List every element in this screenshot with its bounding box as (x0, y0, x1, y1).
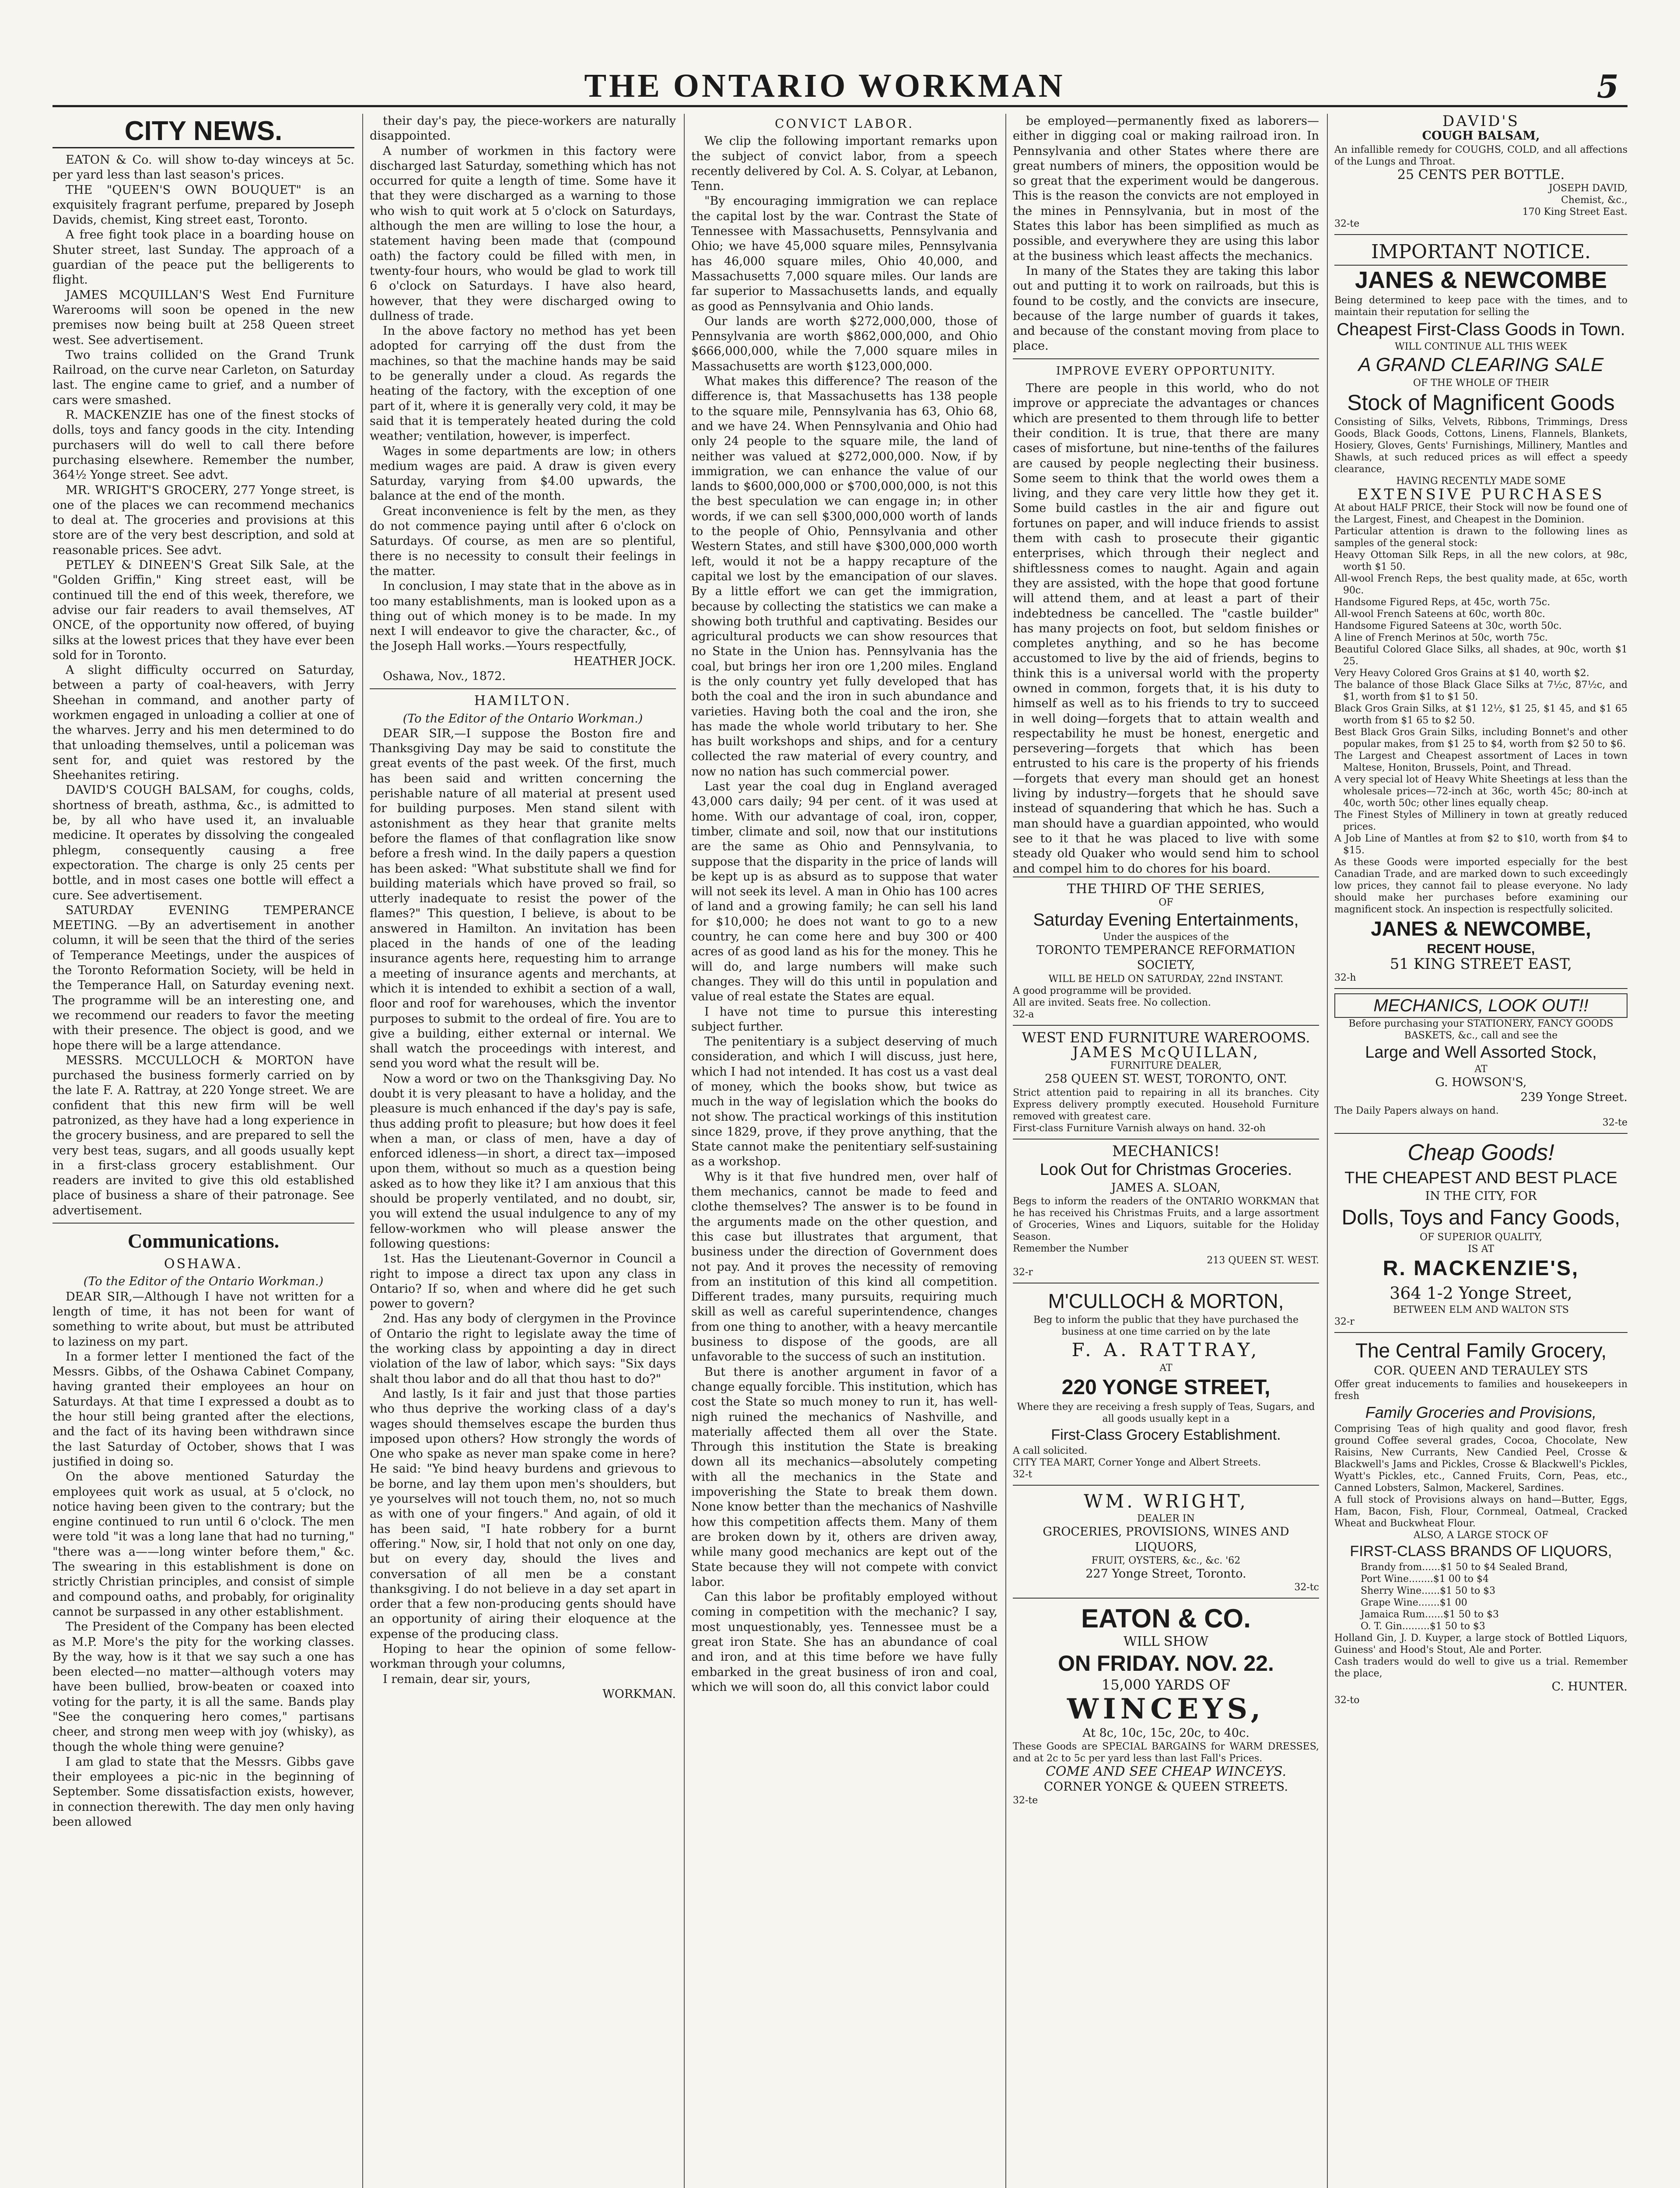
price-list-item: A very special lot of Heavy White Sheetings at less than the wholesale prices—72-inch at 36c, worth 45c; 80-inch at 40c, worth 50c; other lines equally cheap. (1334, 774, 1628, 809)
signature-workman: WORKMAN. (602, 1687, 676, 1701)
ad-line: Remember the Number (1013, 1243, 1128, 1255)
price-list-item: The Largest and Cheapest assortment of Laces in town Maltese, Honiton, Brussels, Point, and Thread. (1334, 750, 1628, 774)
ad-line: OF THE WHOLE OF THEIR (1413, 377, 1549, 389)
convict-labor-article (691, 134, 998, 1695)
ad-wm-wright (1013, 1485, 1319, 1598)
letter-paragraph: I am glad to state that the Messrs. Gibbs gave their employees a pic-nic in the beginning of September. Some dissatisfaction exists, however, in connection therewith. The day men only having been allowed (52, 1755, 354, 1829)
price-list-item: O. T. Gin.........$1 50 to $3 (1361, 1620, 1485, 1632)
letter-paragraph: The President of the Company has been elected as M.P. More's the pity for the working classes. By the way, how is it that we say such a one has been elected—no matter—although voters may have been bullied, brow-beaten or coaxed into voting for the party, it is all the same. Bands play "See the conquering hero comes," partisans cheer, and strong men weep with joy (whisky), as though the whole thing were genuine? (52, 1620, 354, 1754)
masthead (52, 66, 1628, 107)
letter-paragraph: On the above mentioned Saturday the employees quit work as usual, at 5 o'clock, no notice having been given to the contrary; but the engine continued to run until 6 o'clock. The men were told "it was a long lane that had no turning," "there was a——long winter before them," &c. The swearing in this establishment is done on strictly Christian principles, and consist of simple and compound oaths, and probably, for originality cannot be surpassed in any other establishment. (52, 1470, 354, 1619)
ad-line: Being determined to keep pace with the times, and to maintain their reputation for selling the (1334, 295, 1628, 318)
article-paragraph: What makes this difference? The reason of the difference is, that Massachusetts has 138 people to the square mile, Pennsylvania has 63, Ohio 68, and we have 24. When Pennsylvania and Ohio had only 24 people to the square mile, the land of neither was valued at $272,000,000. Now, if by immigration, we can enhance the value of our lands to $600,000,000 or $700,000,000, is not this the best speculation we can engage in; in other words, if we can sell $300,000,000 worth of lands to the people of Ohio, Pennsylvania and other Western States, and still have $300,000,000 worth left, would it not be a happy recapture of the capital we lost by the emancipation of our slaves. By a little effort we can get the immigration, because by collecting the statistics we can make a showing both truthful and captivating. Besides our agricultural products we can show resources that no State in the Union has. Pennsylvania has the coal, but brings her iron ore 1,200 miles. England is the only country yet fully developed that has both the coal and the iron in such abundance and varieties. Having both the coal and the iron, she has made the whole world tributary to her. She has built workshops and ships, and for a century collected the raw material of every country, and now no nation has such commercial power. (691, 375, 998, 778)
ad-line: Before purchasing your STATIONERY, FANCY GOODS BASKETS, &c., call and see the (1348, 1018, 1614, 1041)
ad-temperance (1013, 877, 1319, 1025)
letter-paragraph: I remain, dear sir, yours, (383, 1672, 531, 1686)
ad-line: Chemist, &c., (1561, 194, 1628, 206)
ad-line: WEST END FURNITURE WAREROOMS. (1022, 1029, 1310, 1046)
ad-line: COME AND SEE CHEAP WINCEYS. (1045, 1764, 1287, 1779)
ad-line: CITY TEA MART, Corner Yonge and Albert Streets. (1013, 1457, 1261, 1469)
ad-howson (1334, 988, 1628, 1133)
ad-line: DAVID'S (1442, 114, 1519, 130)
ad-line: WILL CONTINUE ALL THIS WEEK (1395, 341, 1567, 352)
price-list-item: Best Black Gros Grain Silks, including Bonnet's and other popular makes, from $1 25 to $4, worth from $2 50 to $6. (1334, 727, 1628, 750)
article-paragraph: Why is it that five hundred men, over half of them mechanics, cannot be made to feed and clothe themselves? The answer is to be found in the arguments made on the other question, and this case but illustrates that argument, that business under the direction of Government does not pay. And it proves the necessity of removing from an institution of this kind all competition. Different trades, many pursuits, requiring much skill as well as careful superintendence, changes from one thing to another, with a heavy mercantile business to dispose of the goods, are all unfavorable to the success of such an institution. (691, 1170, 998, 1364)
ad-line: EATON & CO. (1081, 1604, 1251, 1634)
hamilton-letter (370, 726, 676, 1687)
ad-line: All are invited. Seats free. No collection. (1013, 997, 1211, 1008)
news-item: MESSRS. MCCULLOCH & MORTON have purchased the business formerly carried on by the late F. A. Rattray, at 220 Yonge street. We are confident that this new firm will be well patronized, as they have had a long experience in the grocery business, and are prepared to sell the very best teas, sugars, and all goods usually kept in a first-class grocery establishment. Our readers are invited to give this old established place of business a share of their patronage. See advertisement. (52, 1053, 354, 1217)
ad-code: 32-t (1013, 1469, 1032, 1480)
ad-line: A GRAND CLEARING SALE (1358, 354, 1604, 375)
ad-line: Cheapest First-Class Goods in Town. (1337, 319, 1625, 339)
ad-code: 32-tc (1294, 1582, 1319, 1593)
ad-line: THE CHEAPEST AND BEST PLACE (1344, 1169, 1617, 1188)
column-1 (52, 114, 354, 2188)
ad-line: Cash traders would do well to give us a trial. Remember the place, (1334, 1656, 1628, 1679)
price-list-item: The balance of those Black Glace Silks at 7½c, 87½c, and $1, worth from $1 to $1 50. (1334, 680, 1628, 703)
price-list-item: The Finest Styles of Millinery in town at greatly reduced prices. (1334, 810, 1628, 833)
price-list-item: All-wool French Sateens at 60c, worth 80c. (1334, 609, 1545, 620)
letter-paragraph: In a former letter I mentioned the fact of the Messrs. Gibbs, of the Oshawa Cabinet Company, having granted their employees an hour on Saturdays. At that time I expressed a doubt as to the hour still being granted after the elections, and the fact of its having been withdrawn since the last Saturday of October, shows that I was justified in doing so. (52, 1350, 354, 1469)
ad-line: First-class Furniture Varnish always on hand. 32-oh (1013, 1122, 1266, 1134)
letter-paragraph: DEAR SIR,—Although I have not written for a length of time, it has not been for want of something to write about, but must be attributed to laziness on my part. (52, 1290, 354, 1349)
ad-mackenzie (1334, 1133, 1628, 1332)
ad-line: 15,000 YARDS OF (1101, 1676, 1231, 1694)
ad-line: Saturday Evening Entertainments, (1033, 910, 1299, 930)
price-list-item: All-wool French Reps, the best quality made, at 65c, worth 90c. (1334, 573, 1628, 596)
ad-code: 32-te (1013, 1795, 1038, 1806)
janes-price-list (1334, 549, 1628, 856)
price-list-item: A line of French Merinos at 50c, worth 75c. (1334, 632, 1548, 644)
article-paragraph: be employed—permanently fixed as laborers—either in digging coal or making railroad iron. In Pennsylvania and other States where there are great numbers of miners, the opposition would be so great that the experiment would be dangerous. This is the reason the convicts are not employed in the mines in Pennsylvania, but in most of the States this labor has been simplified as much as possible, and everywhere they are using this labor at the business which least affects the mechanics. (1013, 114, 1319, 263)
news-item: DAVID'S COUGH BALSAM, for coughs, colds, shortness of breath, asthma, &c., is admitted to be, by all who have used it, an invaluable medicine. It operates by dissolving the congealed phlegm, consequently causing a free expectoration. The charge is only 25 cents per bottle, and in most cases one bottle will effect a cure. See advertisement. (52, 783, 354, 902)
news-item: A slight difficulty occurred on Saturday, between a party of coal-heavers, with Jerry Sheehan in command, and another party of workmen engaged in unloading a collier at one of the wharves. Jerry and his men determined to do that unloading themselves, until a policeman was sent for, and quiet was restored by the Sheehanites retiring. (52, 663, 354, 782)
oshawa-letter-continued (370, 114, 676, 654)
dateline: Oshawa, Nov., 1872. (383, 669, 506, 683)
ad-line: WILL BE HELD ON SATURDAY, 22nd INSTANT. (1048, 973, 1284, 985)
ad-line: EXTENSIVE PURCHASES (1357, 485, 1605, 503)
ad-line: Particular attention is drawn to the following lines as samples of the general stock: (1334, 526, 1628, 549)
hamilton-subheading: (To the Editor of the Ontario Workman.) (402, 712, 643, 726)
city-news-heading: CITY NEWS. (52, 116, 354, 148)
letter-paragraph: And lastly, Is it fair and just that those parties who thus deprive the working class of a day's wages should themselves escape the burden thus imposed upon others? How strongly the words of One who spake as never man spake come in here? He said: "Ye bind heavy burdens and grievous to be borne, and lay them upon men's shoulders, but ye yourselves will not touch them, no, not so much as with one of your fingers." And again, of old it has been said, "I hate robbery for a burnt offering." Now, sir, I hold that not only on one day, but on every day, should the lives and conversation of all men be a constant thanksgiving. I do not believe in a day set apart in order that a few non-producing gents should have an opportunity of airing their eloquence at the expense of the producing class. (370, 1387, 676, 1641)
ad-line: JANES & NEWCOMBE, (1371, 917, 1591, 940)
column-rule (684, 114, 685, 2188)
ad-line: ALSO, A LARGE STOCK OF (1413, 1529, 1549, 1541)
article-paragraph: But there is another argument in favor of a change equally forcible. This institution, which has cost the State so much money to run it, has well-nigh ruined the mechanics of Nashville, and materially affected them all over the State. Through this institution the State is breaking down all its mechanics—absolutely competing with all the mechanics in the State and impoverishing the State to break them down. None know better than the mechanics of Nashville how this competition affects them. Many of them are broken down by it, others are driven away, while many good mechanics are kept out of the State because they will not compete with convict labor. (691, 1365, 998, 1589)
ad-line: These Goods are SPECIAL BARGAINS for WARM DRESSES, and at 2c to 5c per yard less than last Fall's Prices. (1013, 1741, 1319, 1764)
letter-paragraph: Wages in some departments are low; in others medium wages are paid. A draw is given every Saturday, varying from $4.00 upwards, the balance at the end of the month. (370, 444, 676, 503)
ad-line: GROCERIES, PROVISIONS, WINES AND LIQUORS, (1043, 1525, 1289, 1554)
ad-davids-cough-balsam (1334, 114, 1628, 234)
ad-code: 32-te (1334, 218, 1360, 229)
news-item: MR. WRIGHT'S GROCERY, 277 Yonge street, is one of the places we can recommend mechanics to deal at. The groceries and provisions at this store are of the very best description, and sold at reasonable prices. See advt. (52, 483, 354, 557)
article-paragraph: Our lands are worth $272,000,000, those of Pennsylvania are worth $862,000,000, and Ohio $666,000,000, while the 7,000 square miles in Massachusetts are worth $123,000,000. (691, 314, 998, 373)
ad-line: BETWEEN ELM AND WALTON STS (1393, 1304, 1569, 1315)
ad-line: Offer great inducements to families and housekeepers in fresh (1334, 1378, 1628, 1402)
letter-paragraph: DEAR SIR,—I suppose the Boston fire and Thanksgiving Day may be said to constitute the great events of the past week. Of the first, much has been said and written concerning the perishable nature of all material at present used for building purposes. Men stand silent with astonishment as they hear that granite melts before the flames of that conflagration like snow before a fresh wind. In the daily papers a question has been asked: "What substitute shall we find for building materials which have proved so frail, so utterly inadequate to resist the power of the flames?" This question, I believe, is about to be answered in Hamilton. An invitation has been placed in the hands of one of the leading insurance agents here, requesting him to arrange a meeting of insurance agents and merchants, at which it is intended to exhibit a section of a wall, floor and roof for warehouses, which the inventor purposes to submit to the ordeal of fire. You are to give a building, either external or internal. We shall watch the proceedings with interest, and send you word what the result will be. (370, 726, 676, 1071)
article-paragraph: The penitentiary is a subject deserving of much consideration, and which I will discuss, just here, which I had not intended. It has cost us a vast deal of money, which the books show, but twice as much in the way of legislation which the books do not show. The practical workings of this institution since 1829, prove, if they prove anything, that the State cannot make the penitentiary self-sustaining as a workshop. (691, 1035, 998, 1169)
column-5 (1334, 114, 1628, 2188)
ad-line: FRUIT, OYSTERS, &c., &c. '62 (1091, 1555, 1241, 1566)
ad-line: FURNITURE DEALER, (1110, 1060, 1222, 1072)
ad-janes-newcombe (1334, 234, 1628, 988)
price-list-item: Heavy Ottoman Silk Reps, in all the new colors, at 98c, worth $1 50. (1334, 550, 1628, 573)
ad-line: TORONTO TEMPERANCE REFORMATION SOCIETY, (1036, 943, 1295, 972)
ad-line: Cheap Goods! (1407, 1140, 1554, 1166)
ad-line: 220 YONGE STREET, (1061, 1376, 1270, 1399)
ad-line: 364 1-2 Yonge Street, (1390, 1283, 1572, 1303)
column-rule (1327, 114, 1328, 2188)
ad-mcculloch-morton (1013, 1283, 1319, 1485)
ad-line: Holland Gin, J. D. Kuyper, a large stock of Bottled Liquors, Guiness' and Hood's Stout, Ale and Porter. (1334, 1632, 1628, 1655)
letter-paragraph: their day's pay, the piece-workers are naturally disappointed. (370, 114, 676, 143)
ad-line: JANES & NEWCOMBE (1334, 265, 1628, 295)
price-list-item: Jamaica Rum......$1 50 to $3 (1361, 1609, 1499, 1620)
divider (52, 1223, 354, 1224)
signature-heather-jock: HEATHER JOCK. (574, 654, 676, 668)
communications-heading: Communications. (127, 1230, 280, 1252)
ad-line: C. HUNTER. (1551, 1680, 1628, 1694)
ad-line: 170 King Street East. (1522, 206, 1628, 217)
letter-paragraph: A number of workmen in this factory were discharged last Saturday, something which has not occurred for quite a length of time. Some have it that they were discharged as a warning to those who wish to quit work at 5 o'clock on Saturdays, although the men are willing to lose the hour, a statement having been made that (compound oath) the factory could be filled with men, in twenty-four hours, who would be glad to work till 6 o'clock on Saturdays. I have also heard, however, that they were discharged owing to dullness of trade. (370, 144, 676, 323)
liquor-price-list (1334, 1561, 1628, 1632)
news-item: Two trains collided on the Grand Trunk Railroad, on the curve near Carleton, on Saturday last. The engine came to grief, and a number of cars were smashed. (52, 348, 354, 407)
important-notice: IMPORTANT NOTICE. (1371, 240, 1591, 263)
ad-code: 32-r (1334, 1316, 1354, 1327)
ad-line: IN THE CITY, FOR (1425, 1189, 1537, 1203)
column-2 (370, 114, 676, 2188)
ad-central-family-grocery (1334, 1332, 1628, 1711)
news-item: JAMES MCQUILLAN'S West End Furniture Warerooms will soon be opened in the new premises now being built at 258 Queen street west. See advertisement. (52, 288, 354, 347)
ad-line: IS AT (1467, 1243, 1494, 1255)
letter-paragraph: Hoping to hear the opinion of some fellow-workman through your columns, (370, 1642, 676, 1671)
price-list-item: Grape Wine.......$1 00 (1361, 1597, 1467, 1608)
ad-line: Where they are receiving a fresh supply of Teas, Sugars, and all goods usually kept in a (1017, 1402, 1315, 1425)
ad-line: COR. QUEEN AND TERAULEY STS (1374, 1364, 1588, 1378)
letter-paragraph: In the above factory no method has yet been adopted for carrying off the dust from the machines, so that the machine hands may be said to be generally under a cloud. As regards the heating of the factory, with the exception of one part of it, where it is generally very cold, it may be said that it is temperately heated during the cold weather; ventilation, however, is imperfect. (370, 324, 676, 443)
page-number: 5 (1596, 68, 1619, 105)
ad-code: 32-to (1334, 1695, 1360, 1706)
ad-line: 213 QUEEN ST. WEST. (1207, 1255, 1319, 1266)
news-item: EATON & Co. will show to-day winceys at 5c. per yard less than last season's prices. (52, 153, 354, 182)
article-paragraph: There are people in this world, who do not improve or appreciate the advantages or chances which are presented to them through life to better their condition. It is true, that there are many cases of misfortune, but nine-tenths of the failures are caused by people neglecting their business. Some seem to think that the world owes them a living, and they care very little how they get it. Some build castles in the air and figure out fortunes on paper, and will induce friends to assist them with cash to prosecute their gigantic enterprises, which through their neglect and shiftlessness comes to naught. Again and again they are assisted, with the hope that good fortune will attend them, and at least a part of their indebtedness be cancelled. The "castle builder" has many projects on foot, but seldom finishes or completes anything, and so he has become accustomed to live by the aid of friends, begins to think this is a universal world with the property owned in common, forgets that, it is his duty to himself as well as to his friends to try to succeed in well doing—forgets that to attain wealth and respectability he must be honest, energetic and persevering—forgets that which has been entrusted to his care is the property of his friends—forgets that every man should get an honest living by industry—forgets that he should save instead of squandering that which he has. Such a man should have a guardian appointed, who would see to it that he was placed to live with some steady old Quaker who would send him to school and compel him to do chores for his board. (1013, 382, 1319, 876)
ad-west-end-furniture (1013, 1025, 1319, 1139)
convict-labor-heading: CONVICT LABOR. (774, 116, 914, 131)
ad-line: Large and Well Assorted Stock, (1365, 1043, 1597, 1062)
ad-line: 227 Yonge Street, Toronto. (1085, 1567, 1246, 1581)
letter-paragraph: In conclusion, I may state that in the above as in too many establishments, man is looked upon as a thing out of which money is to be made. In my next I will endeavor to give the character, &c., of the Joseph Hall works.—Yours respectfully, (370, 579, 676, 653)
ad-line: A good programme will be provided. (1013, 985, 1192, 996)
ad-line: As these Goods were imported especially for the best Canadian Trade, and are marked down to such exceedingly low prices, they cannot fail to please everyone. No lady should make her purchases before examining our magnificent stock. An inspection is respectfully solicited. (1334, 857, 1628, 915)
article-paragraph: Last year the coal dug in England averaged 43,000 cars daily; 94 per cent. of it was used at home. With our advantage of coal, iron, copper, timber, climate and soil, now that our institutions are the same as Ohio and Pennsylvania, to suppose that the disparity in the price of lands will be kept up is as absurd as to suppose that water will not seek its level. A man in Ohio has 100 acres of land and a growing family; he can sell his land for $10,000; he does not want to go to a new country, he can come here and buy 300 or 400 acres of as good land as his for the money. This he will do, and large numbers will make such changes. They will do this until in population and value of real estate the States are equal. (691, 780, 998, 1004)
price-list-item: Sherry Wine......$1 50 to $3 (1361, 1585, 1496, 1596)
letter-paragraph: Great inconvenience is felt by the men, as they do not commence paying until after 6 o'clock on Saturdays. Of course, as men are so plentiful, there is no necessity to consult their feelings in the matter. (370, 504, 676, 578)
newspaper-title: THE ONTARIO WORKMAN (584, 67, 1065, 104)
ad-line: MECHANICS, LOOK OUT!! (1334, 993, 1628, 1018)
ad-sloan-groceries (1013, 1139, 1319, 1283)
ad-code: 32-r (1013, 1267, 1033, 1278)
ad-line: The Central Family Grocery, (1355, 1339, 1607, 1362)
ad-line: R. MACKENZIE'S, (1382, 1256, 1579, 1280)
ad-line: At 8c, 10c, 15c, 20c, to 40c. (1082, 1726, 1250, 1740)
price-list-item: Beautiful Colored Glace Silks, all shades, at 90c, worth $1 25. (1334, 644, 1628, 667)
price-list-item: Port Wine........$1 00 to $4 (1361, 1573, 1489, 1585)
ad-line: THE THIRD OF THE SERIES, (1067, 881, 1265, 897)
ad-line: AT (1474, 1063, 1488, 1075)
news-item: A free fight took place in a boarding house on Shuter street, last Sunday. The approach of a guardian of the peace put the belligerents to flight. (52, 228, 354, 287)
article-paragraph: "By encouraging immigration we can replace the capital lost by the war. Contrast the State of Tennessee with Massachusetts, Pennsylvania and Ohio; we have 45,000 square miles, Pennsylvania has 46,000 square miles, Ohio 40,000, and Massachusetts 7,000 square miles. Our lands are far superior to Massachusetts lands, and equally as good as Pennsylvania and Ohio lands. (691, 194, 998, 313)
ad-line: ON FRIDAY. NOV. 22. (1058, 1651, 1274, 1676)
convict-labor-continued (1013, 114, 1319, 354)
ad-line: A full stock of Provisions always on hand—Butter, Eggs, Ham, Bacon, Fish, Flour, Cornmeal, Oatmeal, Cracked Wheat and Buckwheat Flour. (1334, 1494, 1628, 1529)
article-paragraph: We clip the following important remarks upon the subject of convict labor, from a speech recently delivered by Col. A. S. Colyar, at Lebanon, Tenn. (691, 134, 998, 193)
ad-line: JAMES McQUILLAN, (1072, 1044, 1260, 1062)
letter-paragraph: 1st. Has the Lieutenant-Governor in Council a right to impose a direct tax upon any class in Ontario? If so, when and where did he get such power to govern? (370, 1252, 676, 1311)
ad-line: WINCEYS, (1067, 1692, 1265, 1725)
ad-line: At about HALF PRICE, their Stock will now be found one of the Largest, Finest, and Cheapest in the Dominion. (1334, 502, 1628, 526)
ad-line: WM. WRIGHT, (1084, 1490, 1248, 1512)
ad-line: F. A. RATTRAY, (1071, 1339, 1260, 1361)
ad-line: G. HOWSON'S, (1435, 1075, 1527, 1089)
ad-line: WILL SHOW (1123, 1634, 1209, 1650)
ad-code: 32-h (1334, 972, 1356, 983)
ad-line: 258 QUEEN ST. WEST, TORONTO, ONT. (1045, 1072, 1287, 1086)
price-list-item: Very Heavy Colored Gros Grains at $1 40, worth $2. (1334, 668, 1589, 679)
ad-line: AT (1159, 1363, 1172, 1374)
letter-paragraph: Now a word or two on the Thanksgiving Day. No doubt it is very pleasant to have a holiday, and the pleasure is much enhanced if the day's pay is safe, thus adding profit to pleasure; but how does it feel when a man, or class of men, have a day of enforced idleness—in short, a direct tax—imposed upon them, without so much as a question being asked as to how they like it? I am anxious that this should be properly ventilated, and no doubt, sir, you will extend the usual indulgence to any of my fellow-workmen who will please answer the following questions: (370, 1072, 676, 1251)
improve-heading: IMPROVE EVERY OPPORTUNITY. (1056, 364, 1276, 378)
price-list-item: A Job Line of Mantles at from $2 to $10, worth from $4 to $15. (1334, 833, 1628, 856)
ad-line: JAMES A. SLOAN, (1111, 1181, 1221, 1195)
ad-line: DEALER IN (1137, 1513, 1195, 1525)
divider (370, 688, 676, 689)
price-list-item: Black Gros Grain Silks, at $1 12½, $1 25, $1 45, and $1 65 worth from $1 65 to $2 50. (1334, 703, 1628, 726)
ad-line: Look Out for Christmas Groceries. (1040, 1160, 1292, 1179)
ad-line: 239 Yonge Street. (1520, 1090, 1628, 1105)
column-rule (1005, 114, 1006, 2188)
price-list-item: Handsome Figured Sateens at 30c, worth 50c. (1334, 621, 1562, 632)
news-item: SATURDAY EVENING TEMPERANCE MEETING. —By an advertisement in another column, it will be seen that the third of the series of Temperance Meetings, under the auspices of the Toronto Reformation Society, will be held in the Temperance Hall, on Saturday evening next. The programme will be an interesting one, and we recommend our readers to favor the meeting with their presence. The object is good, and we hope there will be a large attendance. (52, 903, 354, 1052)
column-4 (1013, 114, 1319, 2188)
ad-line: Family Groceries and Provisions, (1365, 1403, 1597, 1421)
ad-line: MECHANICS! (1112, 1142, 1220, 1160)
ad-line: Dolls, Toys and Fancy Goods, (1341, 1206, 1620, 1229)
ad-line: 51 KING STREET EAST, (1390, 955, 1572, 973)
price-list-item: Brandy from......$1 50 to $4 Sealed Brand, (1361, 1561, 1568, 1573)
ad-line: Strict attention paid to repairing in all its branches. City Express delivery promptly executed. Household Furniture removed with greatest care. (1013, 1087, 1319, 1122)
ad-line: 25 CENTS PER BOTTLE. (1397, 167, 1565, 182)
ad-code: 32-te (1602, 1117, 1628, 1129)
ad-line: Begs to inform the readers of the ONTARIO WORKMAN that he has received his Christmas Fruits, and a large assortment of Groceries, Wines and Liquors, suitable for the Holiday Season. (1013, 1196, 1319, 1243)
ad-line: An infallible remedy for COUGHS, COLD, and all affections of the Lungs and Throat. (1334, 144, 1628, 167)
column-rule (362, 114, 363, 2188)
letter-paragraph: 2nd. Has any body of clergymen in the Province of Ontario the right to legislate away the time of the working class by appointing a day in direct violation of the law of labor, which says: "Six days shalt thou labor and do all that thou hast to do?" (370, 1312, 676, 1386)
ad-line: COUGH BALSAM, (1422, 129, 1540, 143)
ad-line: A call solicited. (1013, 1445, 1088, 1457)
news-item: R. MACKENZIE has one of the finest stocks of dolls, toys and fancy goods in the city. Intending purchasers will do well to call there before purchasing elsewhere. Remember the number, 364½ Yonge street. See advt. (52, 408, 354, 482)
ad-line: Comprising Teas of high quality and good flavor, fresh ground Coffee several grades, Cocoa, Chocolate, New Raisins, New Currants, New Candied Peel, Crosse & Blackwell's Jams and Pickles, Crosse & Blackwell's Pickles, Wyatt's Pickles, etc., Canned Fruits, Corn, Peas, etc., Canned Lobsters, Salmon, Mackerel, Sardines. (1334, 1423, 1628, 1494)
news-item: PETLEY & DINEEN'S Great Silk Sale, at the "Golden Griffin," King street east, will be continued till the end of this week, therefore, we advise our fair readers to avail themselves, AT ONCE, of the opportunity now offered, of buying silks at the lowest prices that they have ever been sold for in Toronto. (52, 558, 354, 662)
ad-line: Consisting of Silks, Velvets, Ribbons, Trimmings, Dress Goods, Black Goods, Cottons, Linens, Flannels, Blankets, Hosiery, Gloves, Gents' Furnishings, Millinery, Mantles and Shawls, at such reduced prices as will effect a speedy clearance, (1334, 416, 1628, 475)
ad-code: 32-a (1013, 1009, 1034, 1020)
ad-line: CORNER YONGE & QUEEN STREETS. (1043, 1779, 1288, 1794)
ad-line: FIRST-CLASS BRANDS OF LIQUORS, (1350, 1543, 1612, 1560)
improve-article (1013, 381, 1319, 877)
oshawa-heading: OSHAWA. (164, 1256, 243, 1272)
divider (1013, 358, 1319, 359)
price-list-item: Handsome Figured Reps, at 45c, worth 75c. (1334, 597, 1550, 608)
article-paragraph: In many of the States they are taking this labor out and putting it to work on railroads, but this is found to be costly, and the convicts are insecure, because of the large number of guards it takes, and because of the constant moving from place to place. (1013, 264, 1319, 353)
oshawa-letter (52, 1290, 354, 1830)
ad-line: The Daily Papers always on hand. (1334, 1105, 1499, 1117)
ad-line: JOSEPH DAVID, (1549, 182, 1628, 194)
ad-line: Beg to inform the public that they have purchased the business at one time carried on by the late (1033, 1315, 1298, 1338)
hamilton-heading: HAMILTON. (474, 693, 572, 709)
column-3 (691, 114, 998, 2188)
ad-line: OF (1158, 897, 1173, 908)
ad-line: First-Class Grocery Establishment. (1051, 1427, 1281, 1444)
news-item: THE "QUEEN'S OWN BOUQUET" is an exquisitely fragrant perfume, prepared by Joseph Davids, chemist, King street east, Toronto. (52, 183, 354, 227)
ad-line: Stock of Magnificent Goods (1347, 390, 1615, 415)
ad-eaton-co (1013, 1598, 1319, 1810)
ad-line: Under the auspices of the (1102, 932, 1229, 943)
ad-line: HAVING RECENTLY MADE SOME (1396, 475, 1566, 487)
city-news-items (52, 153, 354, 1218)
ad-line: OF SUPERIOR QUALITY, (1419, 1231, 1543, 1243)
ad-line: RECENT HOUSE, (1427, 942, 1535, 957)
article-paragraph: Can this labor be profitably employed without coming in competition with the mechanic? I say, most unquestionably, yes. Tennessee must be a great iron State. She has an abundance of coal and iron, and at this time before we have fully embarked in the great business of iron and coal, which we will soon do, all this convict labor could (691, 1590, 998, 1694)
ad-line: M'CULLOCH & MORTON, (1048, 1290, 1284, 1313)
oshawa-subheading: (To the Editor of the Ontario Workman.) (83, 1275, 324, 1289)
article-paragraph: I have not time to pursue this interesting subject further. (691, 1005, 998, 1034)
